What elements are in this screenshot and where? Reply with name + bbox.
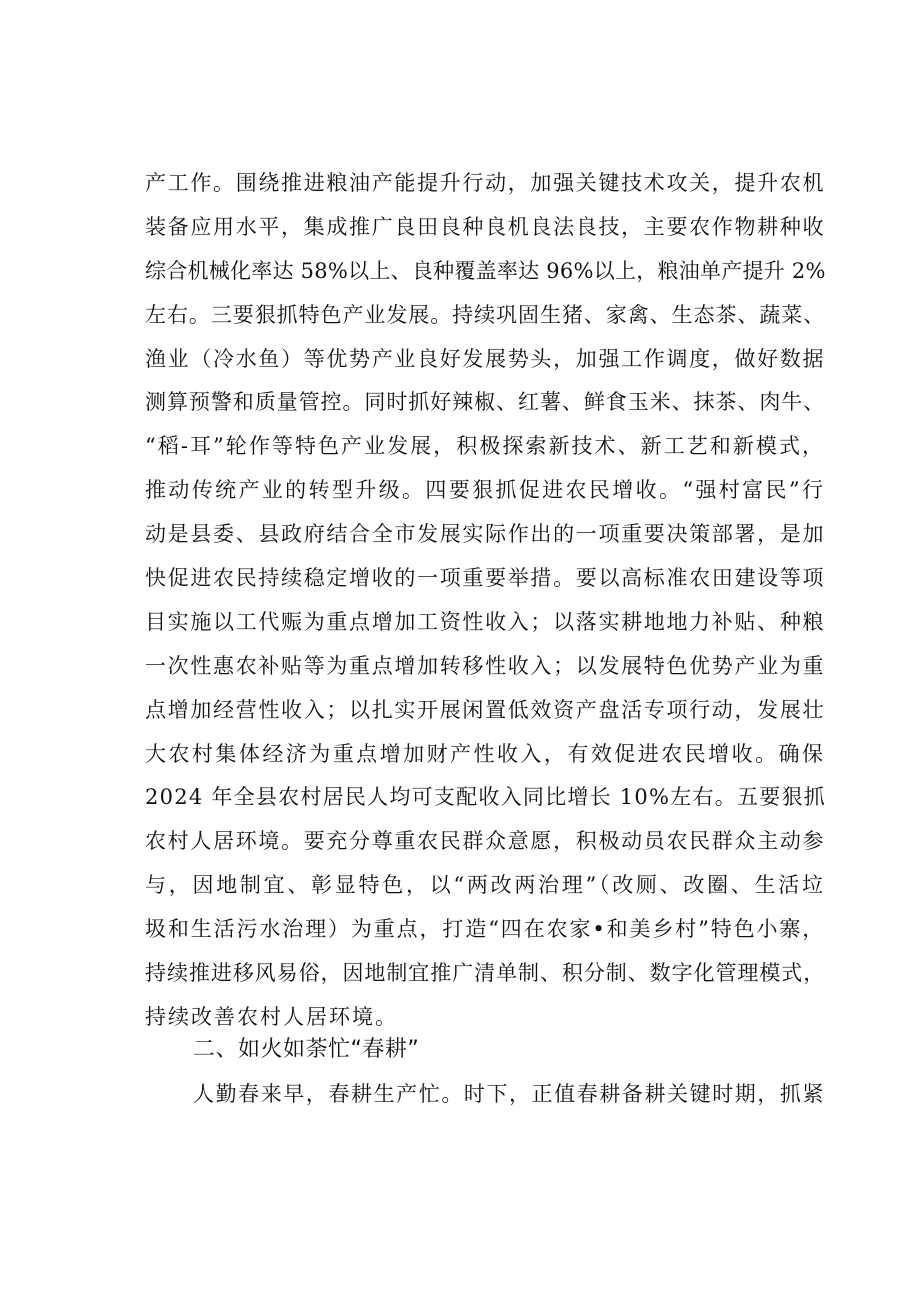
paragraph-line: 点增加经营性收入；以扎实开展闲置低效资产盘活专项行动，发展壮 <box>145 697 825 722</box>
paragraph-line: 产工作。围绕推进粮油产能提升行动，加强关键技术攻关，提升农机 <box>145 171 825 195</box>
paragraph-line: 综合机械化率达 58%以上、良种覆盖率达 96%以上，粮油单产提升 2% <box>145 258 826 283</box>
paragraph-line: 大农村集体经济为重点增加财产性收入，有效促进农民增收。确保 <box>145 741 825 766</box>
paragraph-line: 快促进农民持续稳定增收的一项重要举措。要以高标准农田建设等项 <box>145 566 825 591</box>
paragraph-line: 人勤春来早，春耕生产忙。时下，正值春耕备耕关键时期，抓紧 <box>193 1082 825 1106</box>
paragraph-line: 2024 年全县农村居民人均可支配收入同比增长 10%左右。五要狠抓 <box>145 785 826 810</box>
paragraph-line: 持续推进移风易俗，因地制宜推广清单制、积分制、数字化管理模式， <box>145 961 825 986</box>
paragraph-line: 一次性惠农补贴等为重点增加转移性收入；以发展特色优势产业为重 <box>145 653 825 678</box>
paragraph-line: 装备应用水平，集成推广良田良种良机良法良技，主要农作物耕种收 <box>145 214 825 239</box>
paragraph-line: 渔业（冷水鱼）等优势产业良好发展势头，加强工作调度，做好数据 <box>145 346 825 371</box>
paragraph-line: 测算预警和质量管控。同时抓好辣椒、红薯、鲜食玉米、抹茶、肉牛、 <box>145 390 825 415</box>
paragraph-line: 圾和生活污水治理）为重点，打造“四在农家•和美乡村”特色小寨， <box>145 917 825 942</box>
paragraph-line: 推动传统产业的转型升级。四要狠抓促进农民增收。“强村富民”行 <box>145 478 825 503</box>
paragraph-line: 目实施以工代赈为重点增加工资性收入；以落实耕地地力补贴、种粮 <box>145 609 825 634</box>
body-paragraph <box>145 162 825 1040</box>
next-paragraph <box>193 1073 825 1117</box>
paragraph-line: 动是县委、县政府结合全市发展实际作出的一项重要决策部署，是加 <box>145 522 825 547</box>
paragraph-line: 与，因地制宜、彰显特色，以“两改两治理”（改厕、改圈、生活垃 <box>145 873 825 898</box>
paragraph-line: “稻-耳”轮作等特色产业发展，积极探索新技术、新工艺和新模式， <box>145 434 825 459</box>
paragraph-line: 左右。三要狠抓特色产业发展。持续巩固生猪、家禽、生态茶、蔬菜、 <box>145 302 825 327</box>
paragraph-line: 持续改善农村人居环境。 <box>145 1004 398 1029</box>
section-heading: 二、如火如荼忙“春耕” <box>193 1037 420 1062</box>
paragraph-line: 农村人居环境。要充分尊重农民群众意愿，积极动员农民群众主动参 <box>145 829 825 854</box>
